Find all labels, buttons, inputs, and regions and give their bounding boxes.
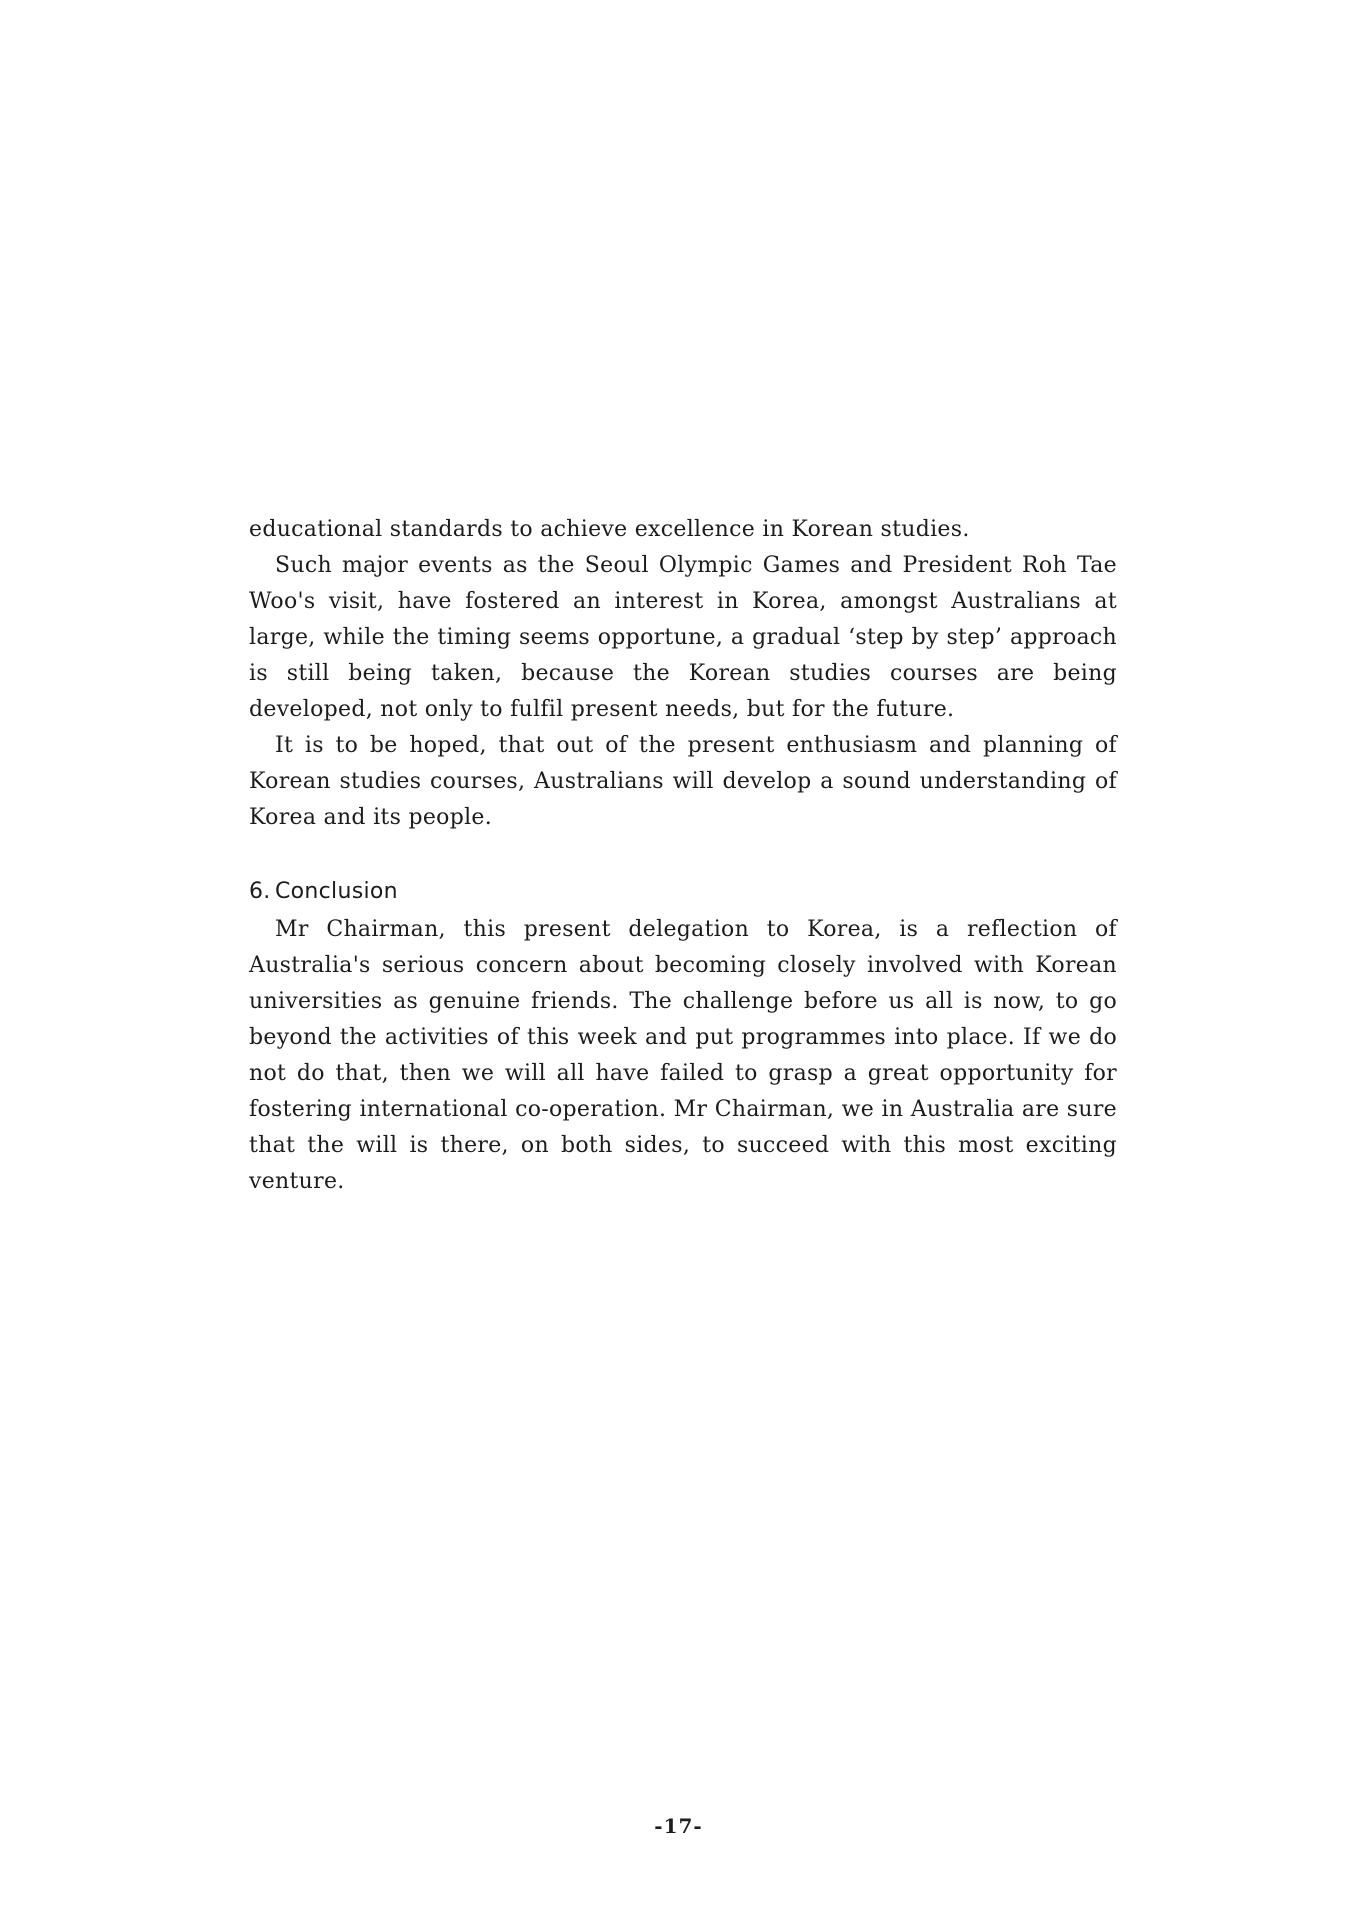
section-heading <box>249 874 1117 910</box>
conclusion-section <box>249 874 1117 1200</box>
paragraph-continuation: educational standards to achieve excellence in Korean studies. <box>249 517 970 542</box>
section-number: 6. <box>249 879 271 904</box>
paragraph-events: Such major events as the Seoul Olympic Games and President Roh Tae Woo's visit, have fostered an interest in Korea, amongst Australians at large, while the timing seems opportune, a gradual ‘step by step’ approach is still being taken, because the Korean studies courses are being developed, not only to fulfil present needs, but for the future. <box>249 553 1117 722</box>
conclusion-paragraph: Mr Chairman, this present delegation to Korea, is a reflection of Australia's serious concern about becoming closely involved with Korean universities as genuine friends. The challenge before us all is now, to go beyond the activities of this week and put programmes into place. If we do not do that, then we will all have failed to grasp a great opportunity for fostering international co-operation. Mr Chairman, we in Australia are sure that the will is there, on both sides, to succeed with this most exciting venture. <box>249 917 1117 1194</box>
paragraph-hope: It is to be hoped, that out of the present enthusiasm and planning of Korean studies courses, Australians will develop a sound understanding of Korea and its people. <box>249 733 1117 830</box>
body-text-continued <box>249 512 1117 836</box>
section-title: Conclusion <box>275 879 398 904</box>
page-number: -17- <box>654 1814 703 1838</box>
